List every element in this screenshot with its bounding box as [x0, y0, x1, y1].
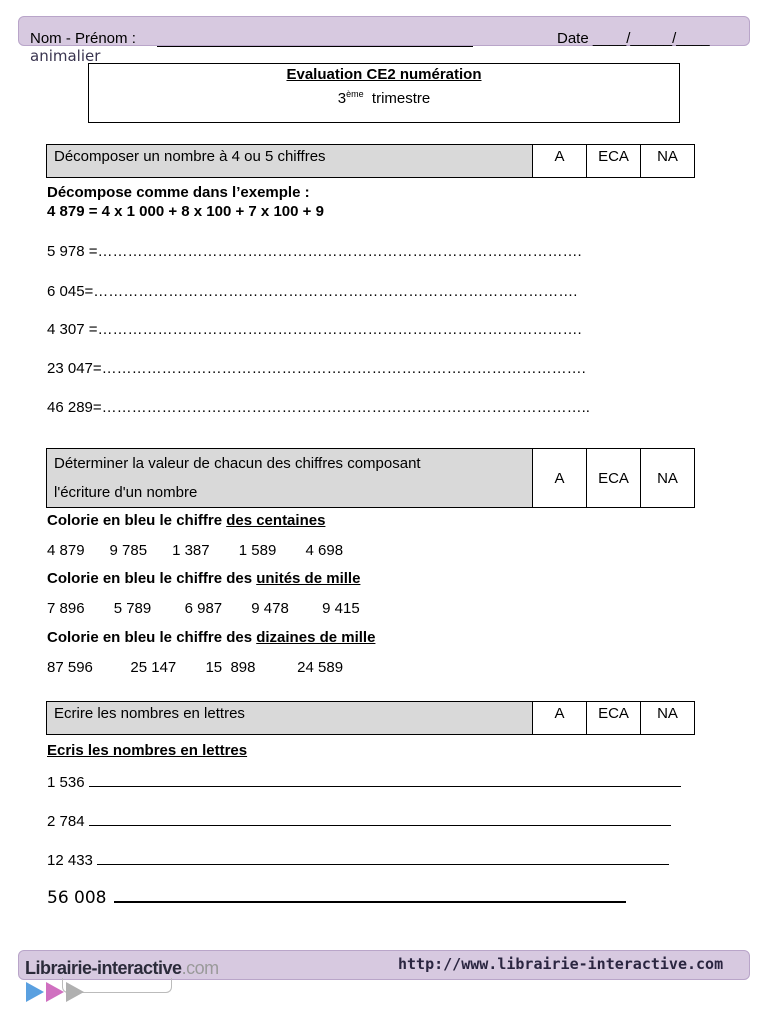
write-answer-line[interactable]: [89, 772, 681, 787]
instruction-centaines: Colorie en bleu le chiffre des centaines: [47, 512, 326, 529]
answer-line[interactable]: 5 978 =…………………………………………………………………………………….: [47, 243, 582, 260]
instruction-unites-de-mille: Colorie en bleu le chiffre des unités de mille: [47, 570, 361, 587]
level-a-cell[interactable]: A: [533, 145, 587, 178]
level-na-cell[interactable]: NA: [641, 702, 695, 735]
write-row: 2 784: [47, 811, 671, 830]
title-box: [88, 63, 680, 123]
header-subtitle: animalier: [30, 47, 101, 65]
write-row: 12 433: [47, 850, 669, 869]
numbers-row-unites-de-mille[interactable]: 7 896 5 789 6 987 9 478 9 415: [47, 600, 360, 617]
answer-line[interactable]: 23 047=…………………………………………………………………………………….: [47, 360, 586, 377]
write-row: 1 536: [47, 772, 681, 791]
instruction-dizaines-de-mille: Colorie en bleu le chiffre des dizaines de mille: [47, 629, 376, 646]
instruction-decompose: Décompose comme dans l’exemple :: [47, 184, 310, 201]
example-decompose: 4 879 = 4 x 1 000 + 8 x 100 + 7 x 100 + 9: [47, 203, 324, 220]
level-a-cell[interactable]: A: [533, 449, 587, 508]
play-arrow-grey-icon: [66, 982, 84, 1002]
write-answer-line[interactable]: [89, 811, 671, 826]
write-answer-line[interactable]: [114, 887, 626, 903]
name-field-line[interactable]: [157, 46, 473, 47]
instruction-lettres: Ecris les nombres en lettres: [47, 742, 248, 759]
numbers-row-centaines[interactable]: 4 879 9 785 1 387 1 589 4 698: [47, 542, 344, 559]
play-arrow-blue-icon: [26, 982, 44, 1002]
write-answer-line[interactable]: [97, 850, 669, 865]
level-eca-cell[interactable]: ECA: [587, 145, 641, 178]
competence-table-1: [46, 144, 695, 178]
write-row: 56 008: [47, 887, 626, 908]
answer-line[interactable]: 46 289=……………………………………………………………………………………..: [47, 399, 590, 416]
date-label: Date ____/_____/____: [557, 30, 710, 47]
competence-label-3: Ecrire les nombres en lettres: [47, 702, 533, 735]
numbers-row-dizaines-de-mille[interactable]: 87 596 25 147 15 898 24 589: [47, 659, 344, 676]
level-eca-cell[interactable]: ECA: [587, 702, 641, 735]
name-label: Nom - Prénom :: [30, 30, 136, 47]
level-eca-cell[interactable]: ECA: [587, 449, 641, 508]
level-na-cell[interactable]: NA: [641, 449, 695, 508]
competence-table-3: [46, 701, 695, 735]
play-arrow-pink-icon: [46, 982, 64, 1002]
level-a-cell[interactable]: A: [533, 702, 587, 735]
answer-line[interactable]: 4 307 =…………………………………………………………………………………….: [47, 321, 582, 338]
level-na-cell[interactable]: NA: [641, 145, 695, 178]
competence-table-2: [46, 448, 695, 508]
competence-label-1: Décomposer un nombre à 4 ou 5 chiffres: [47, 145, 533, 178]
footer-url-link[interactable]: http://www.librairie-interactive.com: [398, 955, 724, 973]
trimester-label: 3ème trimestre: [337, 89, 431, 107]
site-logo[interactable]: Librairie-interactive.com: [25, 958, 219, 978]
answer-line[interactable]: 6 045=…………………………………………………………………………………….: [47, 283, 578, 300]
page-title: Evaluation CE2 numération: [286, 66, 482, 83]
competence-label-2: Déterminer la valeur de chacun des chiffres composant l'écriture d'un nombre: [47, 449, 533, 508]
